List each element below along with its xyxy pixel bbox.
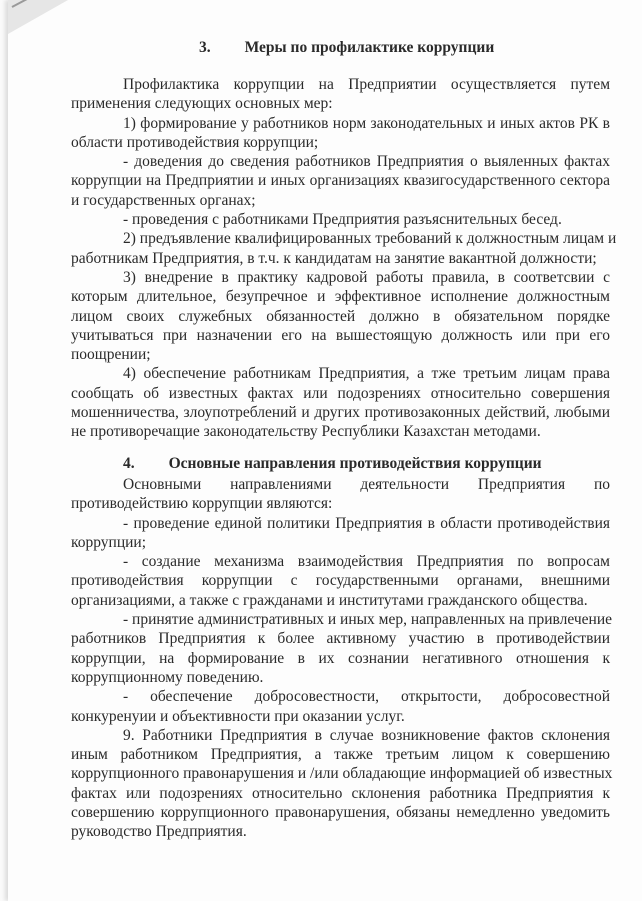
paragraph [71,210,610,229]
text-line: - проведение единой политики Предприятия в области противодействия [123,514,610,532]
section-title: Основные направления противодействия коррупции [168,455,542,472]
text-line: фактах или подозрениях относительно склонения работника Предприятия к [71,784,610,802]
text-line: коррупционному поведению. [71,668,264,686]
text-line: области противодействия коррупции; [71,133,319,151]
section-number: 3. [199,39,211,56]
paragraph [71,75,610,114]
text-line: работников Предприятия к более активному участию в противодействии [71,630,610,648]
paragraph [71,687,610,726]
text-line: 9. Работники Предприятия в случае возникновение фактов склонения [123,726,610,744]
text-line: - принятие административных и иных мер, направленных на привлечение [123,611,612,629]
section-3-heading [71,38,610,57]
text-line: которым длительное, безупречное и эффективное исполнение должностным [71,288,610,306]
text-line: лицом своих служебных обязанностей должно в обязательном порядке [71,307,610,325]
text-line: конкуренуии и объективности при оказании услуг. [71,707,405,725]
text-line: 2) предъявление квалифицированных требований к должностным лицам и [123,230,617,248]
section-4-body [71,475,613,842]
text-line: и государственных органах; [71,191,256,209]
text-line: сообщать об известных фактах или подозрениях относительно совершения [71,384,610,402]
section-title: Меры по профилактике коррупции [244,39,495,56]
text-line: - обеспечение добросовестности, открытости, добросовестной [123,688,610,706]
text-line: руководство Предприятия. [71,823,247,841]
paragraph [71,552,610,610]
paragraph [71,114,610,153]
text-line: 3) внедрение в практику кадровой работы правила, в соответсвии с [123,268,610,286]
paragraph [71,726,613,842]
text-line: - доведения до сведения работников Предприятия о выяленных фактах [123,153,610,171]
section-4 [71,454,613,842]
section-4-heading [71,454,610,473]
text-line: коррупционного правонарушения и /или обладающие информацией об известных [71,765,613,783]
paragraph [71,475,610,514]
paragraph [71,268,610,364]
text-line: коррупции, на формирование в их сознании негативного отношения к [71,649,610,667]
paragraph [71,152,610,210]
text-line: противодействия коррупции с государственными органами, внешними [71,572,610,590]
text-line: - создание механизма взаимодействия Предприятия по вопросам [123,553,610,571]
text-line: 4) обеспечение работникам Предприятия, а тже третьим лицам права [123,365,610,383]
text-line: работникам Предприятия, в т.ч. к кандидатам на занятие вакантной должности; [71,249,597,267]
text-line: мошенничества, злоупотреблений и других противозаконных действий, любыми [71,404,610,422]
text-line: не противоречащие законодательству Республики Казахстан методами. [71,423,541,441]
text-line: Основными направлениями деятельности Предприятия по [123,476,610,493]
document-page [8,0,642,901]
paragraph [71,610,610,687]
text-line: коррупции на Предприятии и иных организациях квазигосударственного сектора [71,172,610,190]
text-line: применения следующих основных мер: [71,95,333,113]
text-line: коррупции; [71,533,147,551]
paragraph [71,229,617,268]
text-line: Профилактика коррупции на Предприятии осуществляется путем [123,76,610,93]
section-number: 4. [123,455,135,472]
text-line: организациями, а также с гражданами и институтами гражданского общества. [71,591,588,609]
text-line: иным работником Предприятия, а также третьим лицом к совершению [71,746,610,764]
section-3 [71,38,617,442]
text-line: совершению коррупционного правонарушения, обязаны немедленно уведомить [71,804,610,822]
section-3-body [71,75,617,442]
text-line: учитываться при назначении его на вышестоящую должность или при его [71,326,610,344]
paragraph [71,514,610,553]
text-line: - проведения с работниками Предприятия разъяснительных бесед. [123,211,562,229]
text-line: поощрении; [71,346,151,364]
text-line: противодействию коррупции являются: [71,495,333,513]
paragraph [71,364,610,441]
text-line: 1) формирование у работников норм законодательных и иных актов РК в [123,114,610,132]
